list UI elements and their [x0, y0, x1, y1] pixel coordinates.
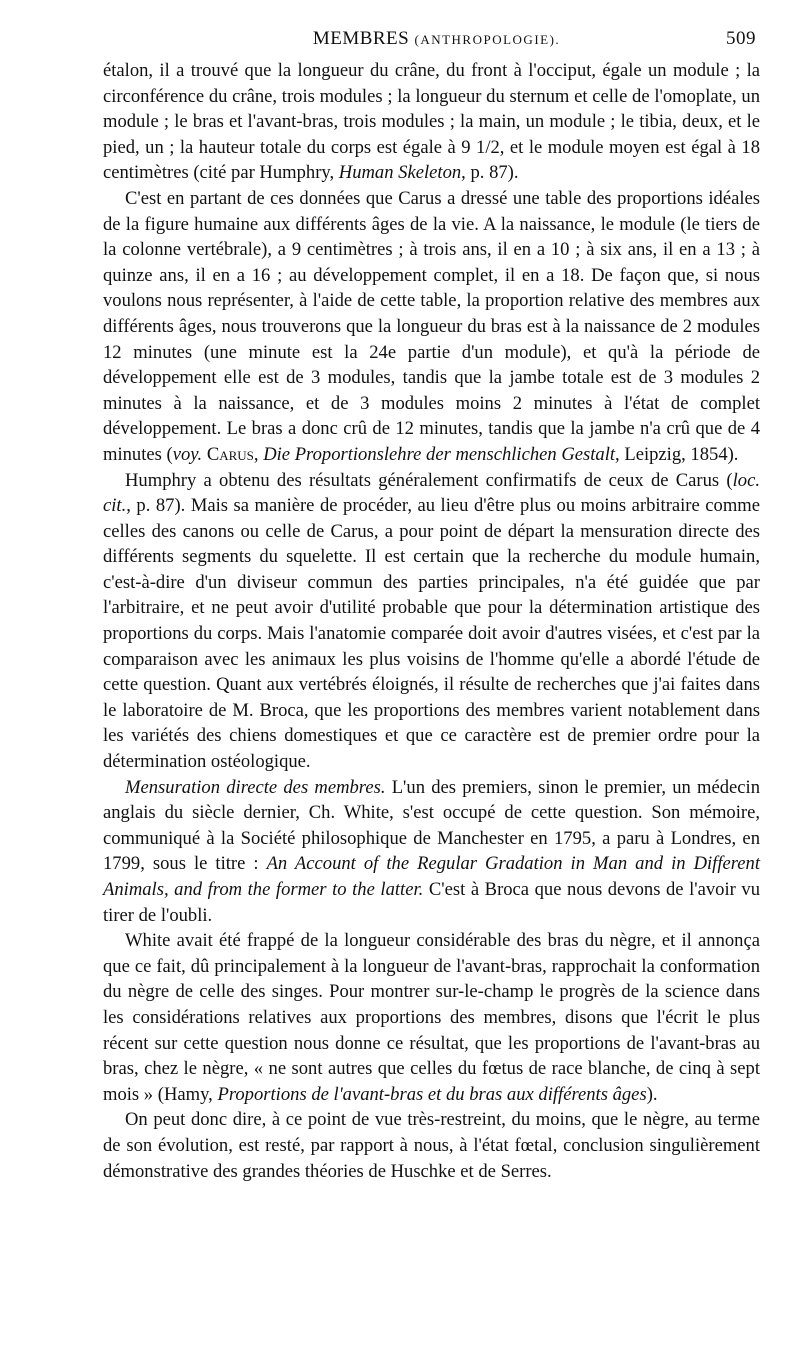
- page-body: [103, 58, 760, 1184]
- paragraph: [103, 928, 760, 1107]
- paragraph: [103, 468, 760, 775]
- italic-text: An Account of the Regular Gradation in Man and in Different Animals, and from the former to the latter.: [103, 853, 761, 900]
- italic-text: loc. cit.: [103, 469, 760, 517]
- paragraph-text: Humphry a obtenu des résultats généralement confirmatifs de ceux de Carus (: [125, 469, 733, 491]
- paragraph-text: ).: [646, 1083, 658, 1105]
- italic-text: voy.: [172, 443, 203, 465]
- paragraph-text: C'est à Broca que nous devons de l'avoir vu tirer de l'oubli.: [103, 879, 760, 926]
- paragraph-text: , Leipzig, 1854).: [615, 443, 739, 465]
- italic-text: Mensuration directe des membres.: [125, 776, 386, 798]
- paragraph-text: étalon, il a trouvé que la longueur du crâne, du front à l'occiput, égale un module ; la circonférence du crâne, trois modules ; la longueur du sternum et celle de l'omoplate, un module ; le bras et l'avant-bras, trois modules ; la main, un module ; le tibia, deux, et le pied, un ; la hauteur totale du corps est égale à 9 1/2, et le module moyen est égal à 18 centimètres (cité par Humphry,: [103, 60, 760, 184]
- paragraph: [103, 775, 760, 929]
- running-title: [103, 28, 760, 50]
- italic-text: Human Skeleton: [338, 162, 462, 184]
- paragraph: [103, 1107, 760, 1184]
- running-title-sub: (ANTHROPOLOGIE).: [414, 32, 561, 47]
- paragraph-text: , p. 87).: [461, 162, 519, 184]
- italic-text: Die Proportionslehre der menschlichen Gestalt: [263, 443, 616, 465]
- paragraph: [103, 58, 760, 186]
- paragraph-text: C'est en partant de ces données que Carus a dressé une table des proportions idéales de la figure humaine aux différents âges de la vie. A la naissance, le module (le tiers de la colonne vertébrale), a 9 centimètres ; à trois ans, il en a 10 ; à six ans, il en a 13 ; à quinze ans, il en a 16 ; au développement complet, il en a 18. De façon que, si nous voulons nous représenter, à l'aide de cette table, la proportion relative des membres aux différents âges, nous trouverons que la longueur du bras est à la naissance de 2 modules 12 minutes (une minute est la 24e partie d'un module), et qu'à la période de développement elle est de 3 modules, tandis que la jambe totale est de 3 modules 2 minutes à la naissance, et de 3 modules moins 2 minutes à l'état de complet développement. Le bras a donc crû de 12 minutes, tandis que la jambe n'a crû que de 4 minutes (: [103, 187, 760, 465]
- smallcaps-text: Carus: [206, 443, 254, 465]
- paragraph-text: White avait été frappé de la longueur considérable des bras du nègre, et il annonça que ce fait, dû principalement à la longueur de l'avant-bras, rapprochait la conformation du nègre de celle des singes. Pour montrer sur-le-champ le progrès de la science dans les considérations relatives aux proportions des membres, disons que l'écrit le plus récent sur cette question nous donne ce résultat, que les proportions de l'avant-bras au bras, chez le nègre, « ne sont autres que celles du fœtus de race blanche, de cinq à sept mois » (Hamy,: [103, 930, 760, 1105]
- running-header: [103, 24, 760, 58]
- italic-text: Proportions de l'avant-bras et du bras aux différents âges: [217, 1083, 647, 1105]
- paragraph: [103, 186, 760, 468]
- running-title-main: MEMBRES: [312, 28, 410, 49]
- paragraph-text: ,: [253, 443, 264, 465]
- page-number: 509: [726, 28, 756, 49]
- paragraph-text: On peut donc dire, à ce point de vue très-restreint, du moins, que le nègre, au terme de son évolution, est resté, par rapport à nous, à l'état fœtal, conclusion singulièrement démonstrative des grandes théories de Huschke et de Serres.: [103, 1109, 760, 1182]
- paragraph-text: L'un des premiers, sinon le premier, un médecin anglais du siècle dernier, Ch. White, s'est occupé de cette question. Son mémoire, communiqué à la Société philosophique de Manchester en 1795, a paru à Londres, en 1799, sous le titre :: [103, 776, 760, 875]
- paragraph-text: , p. 87). Mais sa manière de procéder, au lieu d'être plus ou moins arbitraire comme celles des canons ou celle de Carus, a pour point de départ la mensuration directe des différents segments du squelette. Il est certain que la recherche du module humain, c'est-à-dire d'un diviseur commun des parties principales, n'a été guidée que par l'arbitraire, et ne peut avoir d'utilité probable que pour la détermination artistique des proportions du corps. Mais l'anatomie comparée doit avoir d'autres visées, et c'est par la comparaison avec les animaux les plus voisins de l'homme qu'elle a abordé l'étude de cette question. Quant aux vertébrés éloignés, il résulte de recherches que j'ai faites dans le laboratoire de M. Broca, que les proportions des membres varient notablement dans les variétés des chiens domestiques et que ce caractère est de premier ordre pour la détermination ostéologique.: [103, 495, 760, 773]
